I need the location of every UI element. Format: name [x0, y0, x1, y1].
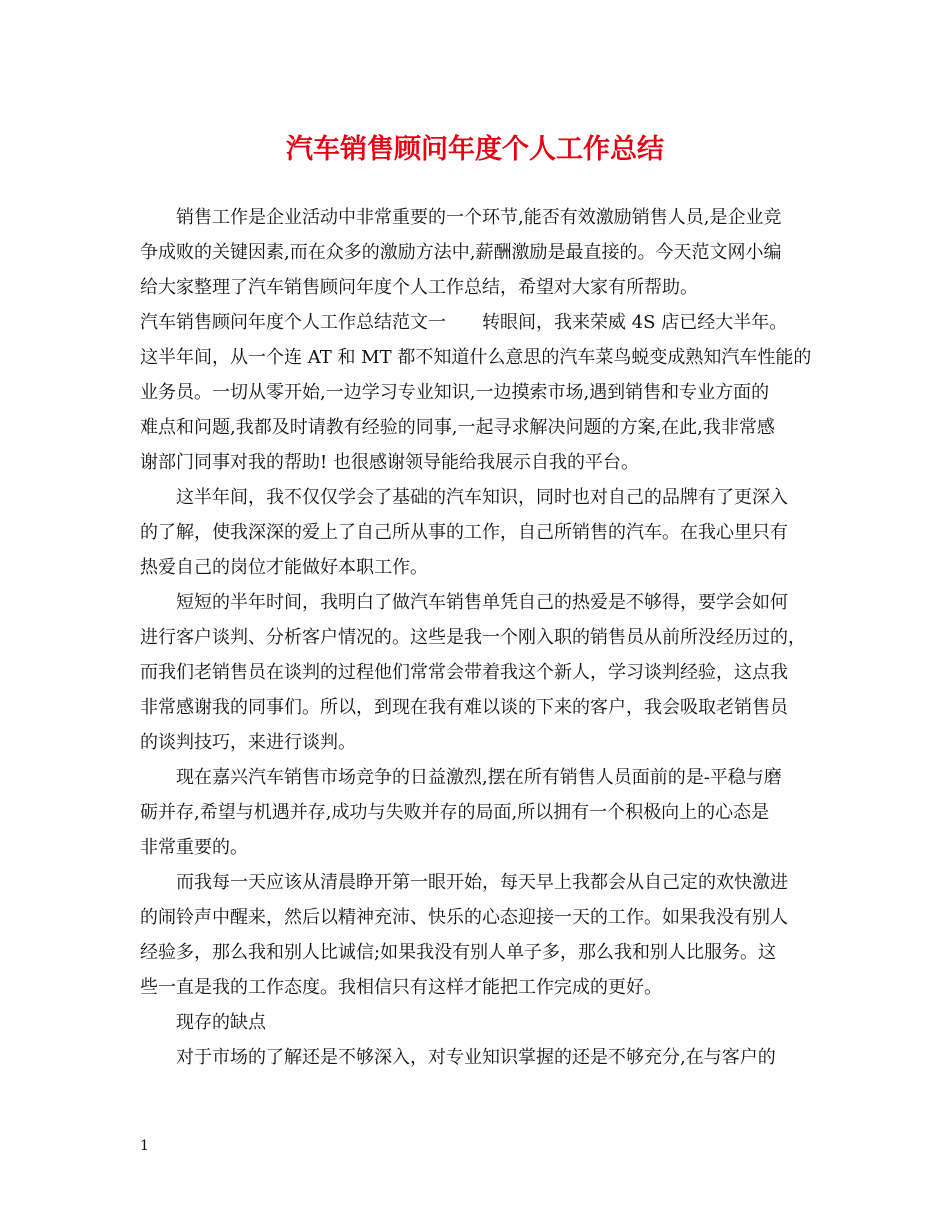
body-line: 热爱自己的岗位才能做好本职工作。: [140, 557, 428, 578]
body-line: 非常重要的。: [140, 837, 248, 858]
page-title: 汽车销售顾问年度个人工作总结: [286, 134, 664, 165]
section-heading-line: 汽车销售顾问年度个人工作总结范文一 转眼间，我来荣威 4S 店已经大半年。: [140, 312, 788, 333]
subheading-line: 现存的缺点: [176, 1012, 266, 1033]
body-line: 这半年间，从一个连 AT 和 MT 都不知道什么意思的汽车菜鸟蜕变成熟知汽车性能的: [140, 347, 812, 368]
body-line: 的闹铃声中醒来，然后以精神充沛、快乐的心态迎接一天的工作。如果我没有别人: [140, 907, 788, 928]
body-line: 而我每一天应该从清晨睁开第一眼开始，每天早上我都会从自己定的欢快激进: [176, 872, 788, 893]
body-line: 进行客户谈判、分析客户情况的。这些是我一个刚入职的销售员从前所没经历过的，: [140, 627, 806, 648]
body-line: 争成败的关键因素,而在众多的激励方法中,薪酬激励是最直接的。今天范文网小编: [140, 242, 782, 263]
body-line: 谢部门同事对我的帮助! 也很感谢领导能给我展示自我的平台。: [140, 452, 639, 473]
body-line: 给大家整理了汽车销售顾问年度个人工作总结，希望对大家有所帮助。: [140, 277, 698, 298]
body-line: 销售工作是企业活动中非常重要的一个环节,能否有效激励销售人员,是企业竞: [176, 207, 782, 228]
body-line: 对于市场的了解还是不够深入，对专业知识掌握的还是不够充分,在与客户的: [176, 1047, 776, 1068]
body-line: 的了解，使我深深的爱上了自己所从事的工作，自己所销售的汽车。在我心里只有: [140, 522, 788, 543]
body-line: 业务员。一切从零开始,一边学习专业知识,一边摸索市场,遇到销售和专业方面的: [140, 382, 770, 403]
body-line: 的谈判技巧，来进行谈判。: [140, 732, 356, 753]
body-line: 砺并存,希望与机遇并存,成功与失败并存的局面,所以拥有一个积极向上的心态是: [140, 802, 770, 823]
body-line: 难点和问题,我都及时请教有经验的同事,一起寻求解决问题的方案,在此,我非常感: [140, 417, 775, 438]
body-line: 经验多，那么我和别人比诚信;如果我没有别人单子多，那么我和别人比服务。这: [140, 942, 777, 963]
body-line: 现在嘉兴汽车销售市场竞争的日益激烈,摆在所有销售人员面前的是-平稳与磨: [176, 767, 782, 788]
body-line: 短短的半年时间，我明白了做汽车销售单凭自己的热爱是不够得，要学会如何: [176, 592, 788, 613]
body-line: 这半年间，我不仅仅学会了基础的汽车知识，同时也对自己的品牌有了更深入: [176, 487, 788, 508]
page-number: 1: [140, 1138, 149, 1154]
body-line: 些一直是我的工作态度。我相信只有这样才能把工作完成的更好。: [140, 977, 662, 998]
body-line: 非常感谢我的同事们。所以，到现在我有难以谈的下来的客户，我会吸取老销售员: [140, 697, 788, 718]
body-line: 而我们老销售员在谈判的过程他们常常会带着我这个新人，学习谈判经验，这点我: [140, 662, 788, 683]
